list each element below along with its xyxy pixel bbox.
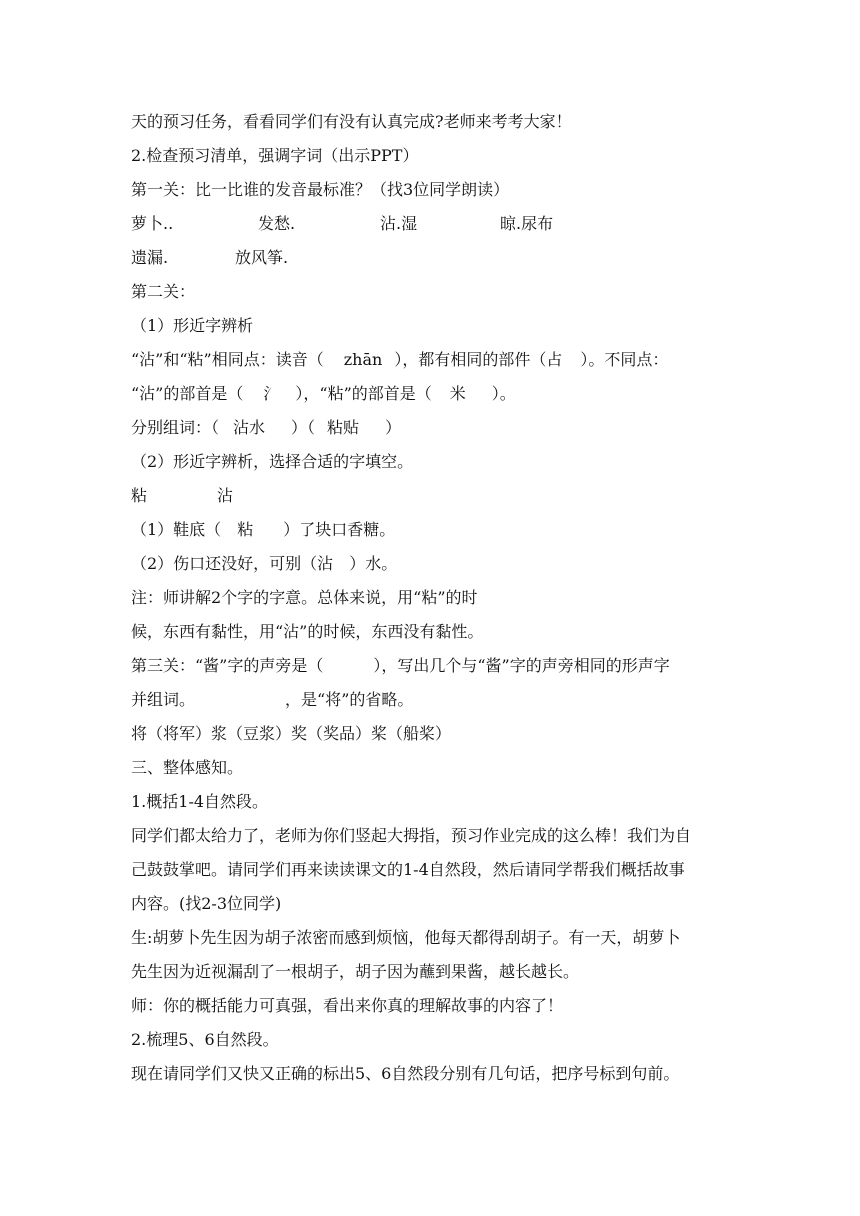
paragraph-line — [131, 683, 731, 717]
text-segment: “沾”和“粘”相同点：读音（ — [131, 350, 324, 369]
paragraph-line — [131, 411, 731, 445]
subheading: （2）形近字辨析，选择合适的字填空。 — [131, 452, 414, 471]
answer-text: 沾水 — [233, 418, 266, 437]
word-item: 粘 — [131, 486, 148, 505]
paragraph-line: 先生因为近视漏刮了一根胡子，胡子因为蘸到果酱，越长越长。 — [131, 962, 580, 981]
paragraph-line — [131, 513, 731, 547]
text-segment: （1）鞋底（ — [131, 520, 222, 539]
word-item: 沾.湿 — [380, 214, 418, 233]
text-segment: ）。 — [491, 384, 516, 403]
word-list-row — [131, 241, 731, 275]
text-segment: ）了块口香糖。 — [283, 520, 396, 539]
word-item: 沾 — [217, 486, 234, 505]
paragraph-line — [131, 377, 731, 411]
text-segment: ）水。 — [349, 554, 398, 573]
paragraph-line: 师：你的概括能力可真强，看出来你真的理解故事的内容了！ — [131, 996, 564, 1015]
paragraph-line — [131, 649, 731, 683]
word-item: 晾.尿布 — [500, 214, 554, 233]
subheading: 1.概括1-4自然段。 — [131, 792, 269, 811]
section-heading: 三、整体感知。 — [131, 758, 244, 777]
text-segment: 第三关：“酱”字的声旁是（ — [131, 656, 324, 675]
answer-text: 粘贴 — [327, 418, 360, 437]
paragraph-line — [131, 547, 731, 581]
answer-text: 氵 — [263, 384, 280, 403]
paragraph-line: 候，东西有黏性，用“沾”的时候，东西没有黏性。 — [131, 622, 484, 641]
word-item: 遗漏. — [131, 248, 169, 267]
word-item: 放风筝. — [235, 248, 289, 267]
word-item: 萝卜.. — [131, 214, 174, 233]
text-segment: “沾”的部首是（ — [131, 384, 244, 403]
answer-text: 米 — [449, 384, 466, 403]
subheading: （1）形近字辨析 — [131, 316, 254, 335]
section-heading: 2.检查预习清单，强调字词（出示PPT） — [131, 146, 419, 165]
word-list-row — [131, 207, 731, 241]
text-segment: （2）伤口还没好，可别（沾 — [131, 554, 334, 573]
text-segment: ），“粘”的部首是（ — [295, 384, 432, 403]
word-item: 发愁. — [258, 214, 296, 233]
text-segment: 并组词。 — [131, 690, 196, 709]
paragraph-line: 同学们都太给力了，老师为你们竖起大拇指，预习作业完成的这么棒！我们为自 — [131, 826, 692, 845]
paragraph-line: 天的预习任务，看看同学们有没有认真完成?老师来考考大家！ — [131, 112, 572, 131]
paragraph-line: 生:胡萝卜先生因为胡子浓密而感到烦恼，他每天都得刮胡子。有一天，胡萝卜 — [131, 928, 681, 947]
paragraph-line: 将（将军）浆（豆浆）奖（奖品）桨（船桨） — [131, 724, 452, 743]
level-heading: 第一关：比一比谁的发音最标准？（找3位同学朗读） — [131, 180, 510, 199]
text-segment: ），写出几个与“酱”字的声旁相同的形声字 — [373, 656, 670, 675]
subheading: 2.梳理5、6自然段。 — [131, 1030, 279, 1049]
level-heading: 第二关： — [131, 282, 196, 301]
document-page — [131, 105, 731, 1091]
text-segment: ） — [385, 418, 402, 437]
text-segment: ）。不同点： — [580, 350, 669, 369]
text-segment: ，是“将”的省略。 — [285, 690, 414, 709]
paragraph-line: 内容。(找2-3位同学) — [131, 894, 282, 913]
text-segment: 分别组词：（ — [131, 418, 220, 437]
paragraph-line: 注：师讲解2个字的字意。总体来说，用“粘”的时 — [131, 588, 478, 607]
answer-text: 粘 — [237, 520, 254, 539]
answer-text: zhān — [343, 350, 383, 369]
text-segment: ）（ — [291, 418, 316, 437]
paragraph-line: 现在请同学们又快又正确的标出5、6自然段分别有几句话，把序号标到句前。 — [131, 1064, 680, 1083]
word-list-row — [131, 479, 731, 513]
paragraph-line — [131, 343, 731, 377]
text-segment: ），都有相同的部件（占 — [394, 350, 563, 369]
paragraph-line: 己鼓鼓掌吧。请同学们再来读读课文的1-4自然段，然后请同学帮我们概括故事 — [131, 860, 685, 879]
